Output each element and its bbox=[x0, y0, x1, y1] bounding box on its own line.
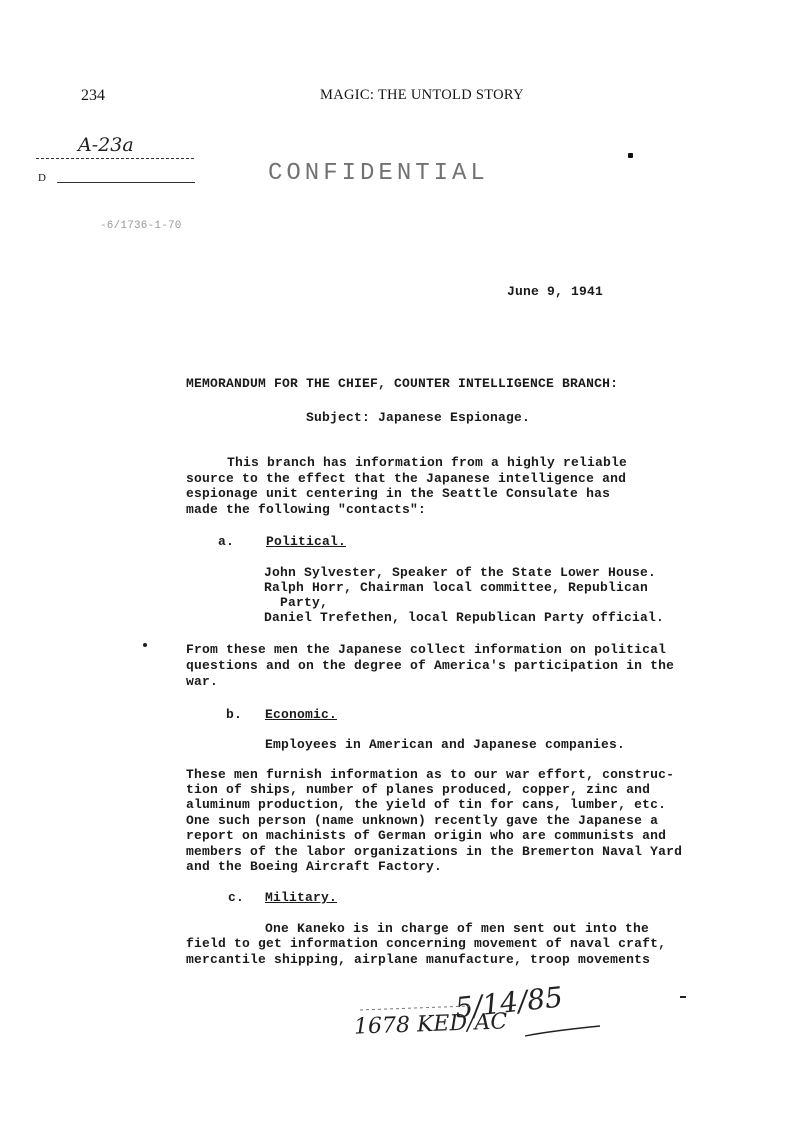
contact-3: Daniel Trefethen, local Republican Party official. bbox=[264, 610, 665, 625]
ink-dot bbox=[628, 153, 633, 158]
economic-para-5: report on machinists of German origin who are communists and bbox=[186, 828, 667, 843]
economic-para-6: members of the labor organizations in the Bremerton Naval Yard bbox=[186, 844, 683, 859]
political-para-1: From these men the Japanese collect information on political bbox=[186, 642, 667, 657]
military-para-3: mercantile shipping, airplane manufacture, troop movements bbox=[186, 952, 651, 967]
economic-para-1: These men furnish information as to our war effort, construc- bbox=[186, 767, 675, 782]
subject-text: Japanese Espionage. bbox=[378, 410, 531, 425]
military-para-2: field to get information concerning movement of naval craft, bbox=[186, 936, 667, 951]
subject-line bbox=[306, 410, 530, 425]
handwriting-strokes bbox=[350, 990, 610, 1045]
economic-para-4: One such person (name unknown) recently gave the Japanese a bbox=[186, 813, 659, 828]
contact-2-cont: Party, bbox=[280, 595, 329, 610]
section-b-letter: b. bbox=[226, 707, 243, 722]
handwritten-code: 1678 KED/AC bbox=[353, 1009, 508, 1040]
economic-para-7: and the Boeing Aircraft Factory. bbox=[186, 859, 443, 874]
dashed-stroke bbox=[360, 1006, 470, 1010]
section-c-letter: c. bbox=[228, 890, 245, 905]
file-code-handwritten: A-23a bbox=[78, 134, 134, 156]
d-label: D bbox=[38, 172, 46, 184]
economic-subline: Employees in American and Japanese companies. bbox=[265, 737, 626, 752]
intro-line-1: This branch has information from a highly reliable bbox=[227, 455, 628, 470]
section-a-title: Political. bbox=[266, 534, 347, 549]
section-b-title: Economic. bbox=[265, 707, 338, 722]
intro-line-3: espionage unit centering in the Seattle Consulate has bbox=[186, 486, 611, 501]
memo-heading: MEMORANDUM FOR THE CHIEF, COUNTER INTELLIGENCE BRANCH: bbox=[186, 376, 619, 391]
intro-line-4: made the following "contacts": bbox=[186, 502, 427, 517]
handwritten-date: 5/14/85 bbox=[453, 980, 565, 1025]
faint-file-number: -6/1736-1-70 bbox=[100, 220, 182, 232]
section-c-title: Military. bbox=[265, 890, 338, 905]
contact-1: John Sylvester, Speaker of the State Lower House. bbox=[264, 565, 657, 580]
book-title: MAGIC: THE UNTOLD STORY bbox=[320, 87, 524, 103]
economic-para-3: aluminum production, the yield of tin for cans, lumber, etc. bbox=[186, 797, 667, 812]
military-para-1: One Kaneko is in charge of men sent out into the bbox=[265, 921, 650, 936]
margin-dot bbox=[143, 643, 147, 647]
page-number: 234 bbox=[81, 87, 105, 104]
intro-line-2: source to the effect that the Japanese intelligence and bbox=[186, 471, 627, 486]
file-code-rule bbox=[36, 158, 194, 159]
memo-date: June 9, 1941 bbox=[507, 284, 604, 299]
contact-2: Ralph Horr, Chairman local committee, Republican bbox=[264, 580, 649, 595]
political-para-2: questions and on the degree of America's participation in the bbox=[186, 658, 675, 673]
economic-para-2: tion of ships, number of planes produced, copper, zinc and bbox=[186, 782, 651, 797]
d-rule bbox=[57, 182, 195, 183]
margin-dash bbox=[680, 996, 686, 998]
subject-label: Subject: bbox=[306, 410, 371, 425]
confidential-stamp: CONFIDENTIAL bbox=[268, 160, 489, 187]
political-para-3: war. bbox=[186, 674, 219, 689]
section-a-letter: a. bbox=[218, 534, 235, 549]
underline-stroke bbox=[525, 1026, 600, 1036]
